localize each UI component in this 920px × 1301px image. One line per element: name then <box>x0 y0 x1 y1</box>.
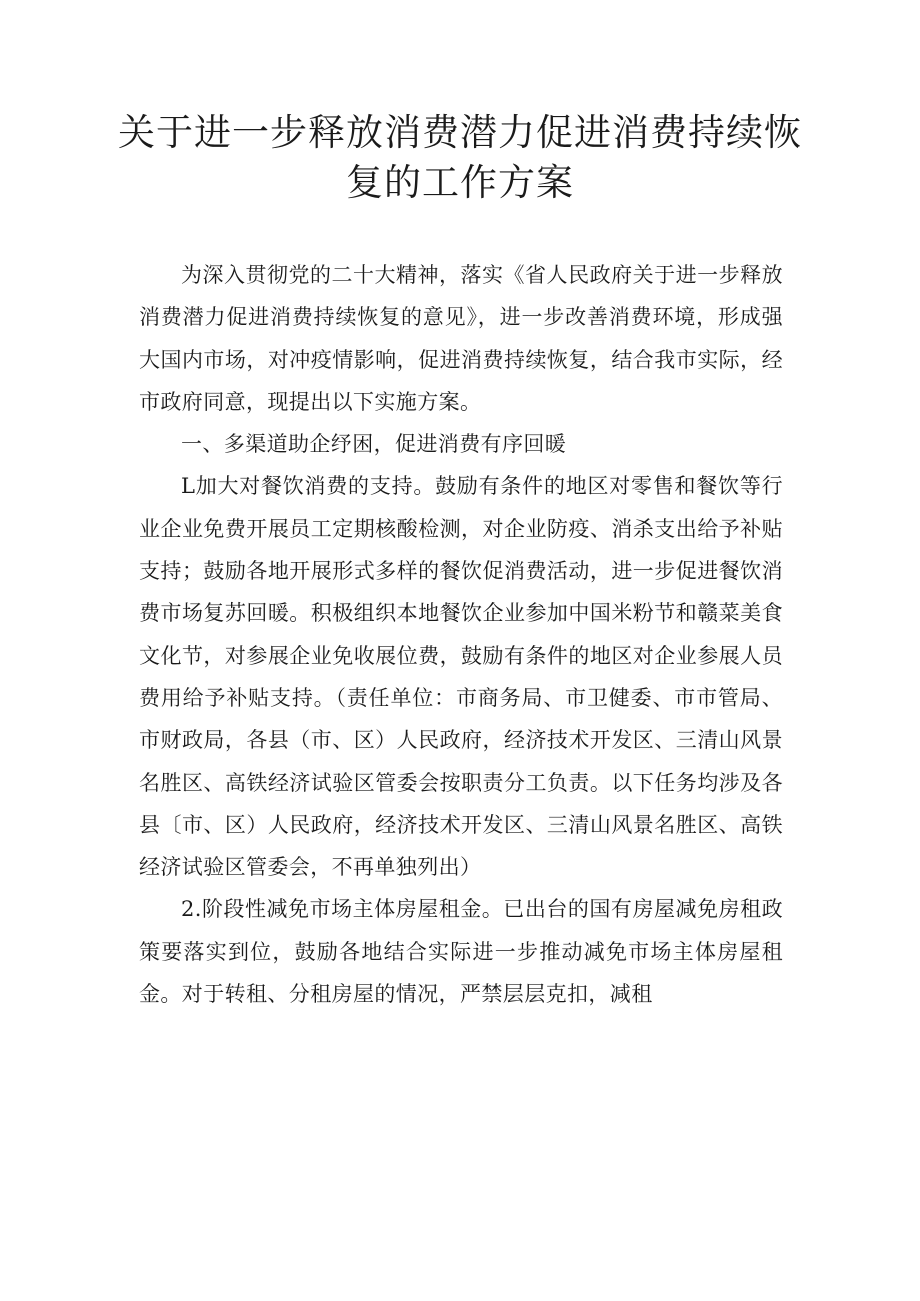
title-line-1: 关于进一步释放消费潜力促进消费持续恢 <box>118 111 802 154</box>
document-body <box>139 254 783 1015</box>
title-line-2: 复的工作方案 <box>346 161 574 204</box>
item-paragraph-1: L加大对餐饮消费的支持。鼓励有条件的地区对零售和餐饮等行业企业免费开展员工定期核酸检测，对企业防疫、消杀支出给予补贴支持；鼓励各地开展形式多样的餐饮促消费活动，进一步促进餐饮消费市场复苏回暖。积极组织本地餐饮企业参加中国米粉节和赣菜美食文化节，对参展企业免收展位费，鼓励有条件的地区对企业参展人员费用给予补贴支持。（责任单位：市商务局、市卫健委、市市管局、市财政局，各县（市、区）人民政府，经济技术开发区、三清山风景名胜区、高铁经济试验区管委会按职责分工负责。以下任务均涉及各县〔市、区）人民政府，经济技术开发区、三清山风景名胜区、高铁经济试验区管委会，不再单独列出） <box>139 474 783 880</box>
section-heading-1: 一、多渠道助企纾困，促进消费有序回暖 <box>181 432 567 457</box>
item-paragraph-2: 2.阶段性减免市场主体房屋租金。已出台的国有房屋减免房租政策要落实到位，鼓励各地结合实际进一步推动减免市场主体房屋租金。对于转租、分租房屋的情况，严禁层层克扣，减租 <box>139 897 783 1007</box>
intro-paragraph: 为深入贯彻党的二十大精神，落实《省人民政府关于进一步释放消费潜力促进消费持续恢复的意见》，进一步改善消费环境，形成强大国内市场，对冲疫情影响，促进消费持续恢复，结合我市实际，经市政府同意，现提出以下实施方案。 <box>139 263 783 414</box>
document-title <box>100 108 820 208</box>
